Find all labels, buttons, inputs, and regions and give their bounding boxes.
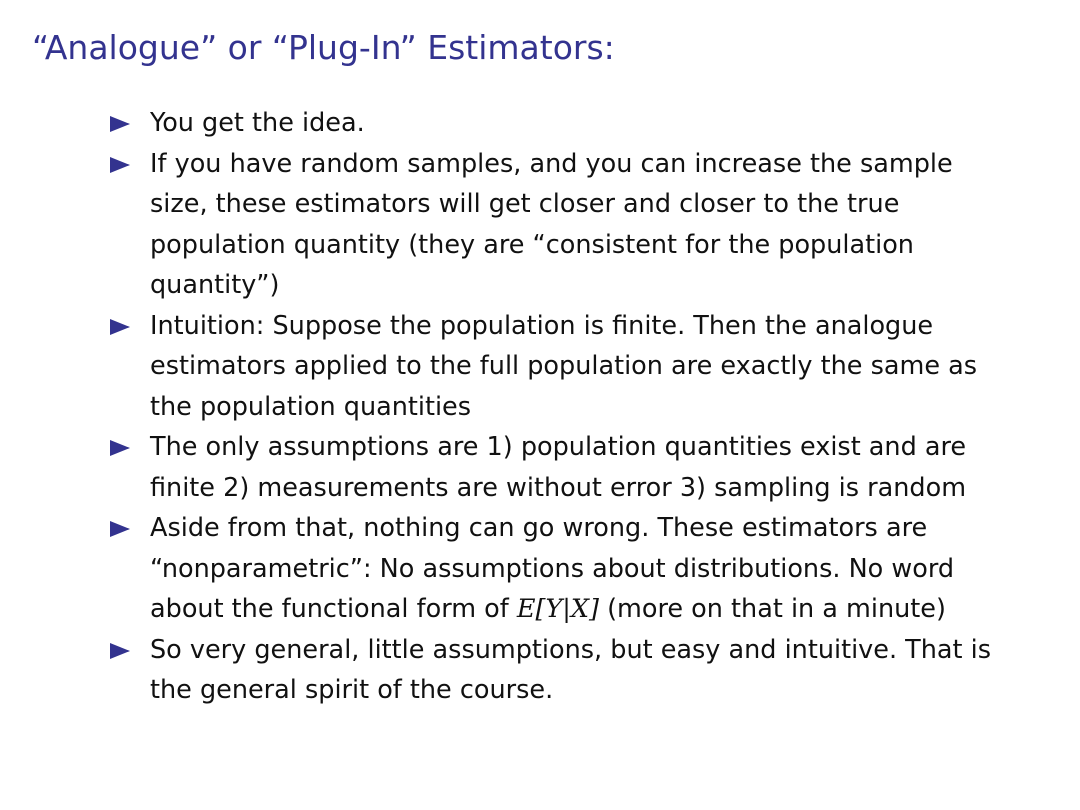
- bullet-item: [108, 508, 1008, 630]
- triangle-right-icon: [110, 521, 130, 537]
- bullet-text: If you have random samples, and you can increase the sample size, these estimators will get closer and closer to the true population quantity (they are “consistent for the population quantity”): [150, 148, 953, 300]
- bullet-item: [108, 427, 1008, 508]
- bullet-text: Intuition: Suppose the population is finite. Then the analogue estimators applied to the full population are exactly the same as the population quantities: [150, 310, 978, 422]
- slide-title: “Analogue” or “Plug-In” Estimators:: [32, 28, 615, 67]
- math-expression: E[Y|X]: [516, 594, 599, 624]
- bullet-text-continued: (more on that in a minute): [598, 594, 946, 624]
- triangle-right-icon: [110, 643, 130, 659]
- triangle-right-icon: [110, 440, 130, 456]
- bullet-item: [108, 103, 1008, 144]
- triangle-right-icon: [110, 157, 130, 173]
- bullet-text: So very general, little assumptions, but easy and intuitive. That is the general spirit of the course.: [150, 634, 991, 705]
- bullet-text: You get the idea.: [150, 108, 365, 138]
- bullet-item: [108, 306, 1008, 428]
- triangle-right-icon: [110, 319, 130, 335]
- bullet-list: [108, 103, 1008, 711]
- bullet-item: [108, 144, 1008, 306]
- triangle-right-icon: [110, 116, 130, 132]
- bullet-item: [108, 630, 1008, 711]
- bullet-text: The only assumptions are 1) population quantities exist and are finite 2) measurements are without error 3) sampling is random: [150, 432, 967, 503]
- bullet-text: Aside from that, nothing can go wrong. These estimators are “nonparametric”: No assumptions about distributions. No word about the functional form of: [150, 513, 955, 624]
